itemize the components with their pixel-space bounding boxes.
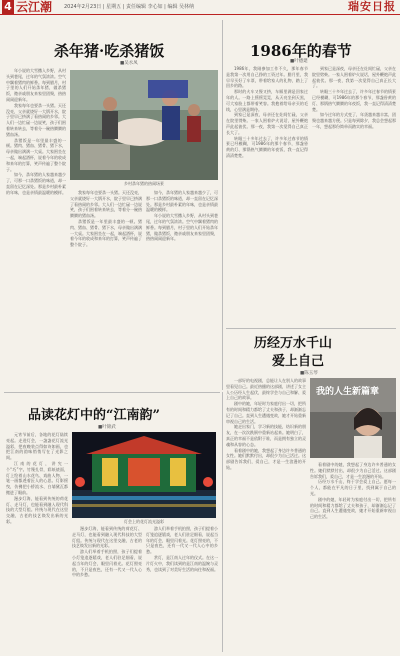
article-text-column [226, 66, 308, 328]
paragraph: 如今，杀年猪的人家越来越少了，可那一口杀猪饭的味道，却一直留在记忆深处。那是乡村最朴素的年味，也是亲情最温暖的模样。 [6, 172, 66, 195]
article-text-column [72, 526, 142, 652]
photo-caption: 灯会上的花灯流光溢彩 [124, 519, 164, 524]
column-divider [222, 392, 223, 652]
paragraph: 转眼三十多年过去了，许多年过春节的情景已经模糊，可1986年的那个春节，那盏昏黄的灯、那锅热气腾腾的年夜饭，我一直记得清清楚楚。 [226, 135, 308, 158]
paragraph: 转眼三十多年过去了，许多年过春节的情景已经模糊，可1986年的那个春节，那盏昏黄的灯、那锅热气腾腾的年夜饭，我一直记得清清楚楚。 [312, 89, 396, 112]
article-byline: ■叶德建 [290, 59, 308, 64]
paragraph: 剧中的她，年轻时为家庭付出一切，把所有的时间和精力都给了丈夫和孩子，却渐渐忘记了自己。直到人生遭遇变故，她才开始重新审视自己的生活。 [226, 401, 306, 424]
paragraph: 她走出家门，学习新的技能，结识新的朋友，在一次次跌倒中重新站起来。她明白了，真正的幸福不是依附于谁，而是拥有独立的灵魂和从容的心态。 [226, 424, 306, 447]
issue-meta: 2024年2月23日 | 星期五 | 责任编辑 李心如 | 编辑 吴林纳 [64, 4, 195, 10]
paragraph: 一部好的电视剧，总能让人在别人的故事里看见自己。最近热播的这部剧，讲述了女主人公历经人生起伏，最终学会与自己和解、爱上自己的故事。 [226, 378, 306, 401]
article-text-column [226, 378, 306, 650]
paragraph: 漫步灯海，能看到传统的荷花灯、走马灯，也能看到融入现代科技的大型灯组。传统与现代在这里交融，古老的技艺焕发出新的光彩。 [72, 526, 142, 549]
paragraph: 我家每年也要杀一头猪。天还没亮，父亲就烧好一大锅开水，院子里早已挤满了看热闹的乡邻。大人们一边忙碌一边说笑，孩子们围着转来转去，等着分一碗热腾腾的猪血汤。 [70, 190, 142, 219]
paragraph: 到家已是深夜，母亲还在灶间忙碌，父亲在院里劈柴。一家人围着炉火说话，屋外鞭炮声此起彼伏。那一夜，我第一次觉得自己真正长大了。 [226, 112, 308, 135]
article-text-column [312, 66, 396, 328]
article-title: 1986年的春节 [250, 42, 352, 60]
paragraph: 游人们举着手机拍照，孩子们提着小灯笼追逐嬉戏，老人们驻足细看，说起当年的灯会，眼里闪着光。花灯照亮的，不只是夜色，还有一代又一代人心中的乡愁。 [146, 526, 218, 555]
article-text-column [310, 462, 396, 650]
paragraph: 游人们举着手机拍照，孩子们提着小灯笼追逐嬉戏，老人们驻足细看，说起当年的灯会，眼里闪着光。花灯照亮的，不只是夜色，还有一代又一代人心中的乡愁。 [72, 549, 142, 578]
paragraph: 年小说的大雪撒入乡野，从村头到巷尾，过年的气氛浓浓。空气中飘着猪肉的鲜香。每到腊月，村子里的人们开始杀年猪，做杀猪饭，邀亲戚朋友来家里团聚，热热闹闹迎新年。 [6, 68, 66, 102]
article-byline: ■吴水凤 [120, 61, 138, 66]
article-text-column [146, 190, 218, 390]
poster-title-text: 我的人生新篇章 [316, 387, 380, 397]
article-title-line-2: 爱上自己 [272, 354, 325, 369]
paragraph: 1986年，我刚参加工作不久，那年春节是我第一次用自己挣的工资过年。腊月里，我早早买好了车票，带着给家人的礼物，踏上了回乡的路。 [226, 66, 308, 89]
paragraph: 杀猪饭是一年里最丰盛的一顿。猪肉、猪血、猪骨、猪下水，母亲做出满满一大桌。大家围坐在一起，端起酒杯，说着今年的收成和来年的打算，笑声传遍了整个院子。 [70, 218, 142, 248]
paragraph: 历经万水千山，终于学会爱上自己。愿每一个人，都能在平凡的日子里，找到属于自己的光。 [310, 479, 396, 496]
paragraph: 看着剧中的她，我想起了身边许多普通的女性。她们默默付出，却很少为自己活过。这部剧告诉我们，爱自己，才是一生浪漫的开始。 [226, 447, 306, 470]
article-title: 杀年猪·吃杀猪饭 [54, 42, 165, 60]
pig-feast-illustration [70, 70, 218, 180]
paragraph: 元宵节前后，各地的花灯陆续亮起。走进灯会，一盏盏花灯流光溢彩，把夜晚装点得如诗如画，也把江南的韵味悄悄写在了光影之间。 [6, 432, 68, 461]
paragraph: 江南的花灯，讲究一个“巧”字。竹篾扎骨，彩纸裱面，灯上绘着山水花鸟、戏曲人物，一笔一画都透着匠人的心思。灯影摇曳，仿佛把小桥流水、白墙黛瓦都搬进了眼前。 [6, 460, 68, 495]
article-text-column [6, 432, 68, 652]
paragraph: 那时的火车又慢又挤，车厢里满是回家过年的人。一路上摇摇晃晃，从天亮坐到天黑，可大家脸上都带着笑容。我抱着给母亲买的毛线，心里满是期待。 [226, 89, 308, 112]
article-byline: ■陈玉琴 [300, 371, 318, 376]
article-title: 品读花灯中的“江南韵” [28, 408, 160, 423]
drama-poster [310, 378, 396, 458]
page-number: 4 [2, 0, 14, 14]
section-title: 云江潮 [16, 0, 53, 14]
newspaper-brand: 瑞安日报 [348, 0, 396, 13]
article-text-column [146, 526, 218, 652]
article-text-column [6, 68, 66, 390]
paragraph: 如今过年的方式变了，年货越来越丰富，团聚也越来越方便。只是每到除夕，我总会想起那一年，想起那份简单而踏实的幸福。 [312, 112, 396, 129]
paragraph: 年小说的大雪撒入乡野，从村头到巷尾，过年的气氛浓浓。空气中飘着猪肉的鲜香。每到腊月，村子里的人们开始杀年猪，做杀猪饭，邀亲戚朋友来家里团聚，热热闹闹迎新年。 [146, 213, 218, 242]
page-header [0, 0, 400, 15]
pig-feast-photo [70, 70, 218, 180]
paragraph: 到家已是深夜，母亲还在灶间忙碌，父亲在院里劈柴。一家人围着炉火说话，屋外鞭炮声此起彼伏。那一夜，我第一次觉得自己真正长大了。 [312, 66, 396, 89]
column-divider [222, 20, 223, 390]
photo-caption: 乡村杀年猪的热闹场景 [124, 181, 164, 186]
paragraph: 漫步灯海，能看到传统的荷花灯、走马灯，也能看到融入现代科技的大型灯组。传统与现代在这里交融，古老的技艺焕发出新的光彩。 [6, 495, 68, 524]
lantern-illustration [72, 432, 216, 518]
lantern-photo [72, 432, 216, 518]
article-title-line-1: 历经万水千山 [254, 336, 333, 351]
paragraph: 杀猪饭是一年里最丰盛的一顿。猪肉、猪血、猪骨、猪下水，母亲做出满满一大桌。大家围坐在一起，端起酒杯，说着今年的收成和来年的打算，笑声传遍了整个院子。 [6, 137, 66, 172]
paragraph: 我家每年也要杀一头猪。天还没亮，父亲就烧好一大锅开水，院子里早已挤满了看热闹的乡邻。大人们一边忙碌一边说笑，孩子们围着转来转去，等着分一碗热腾腾的猪血汤。 [6, 102, 66, 137]
paragraph: 如今，杀年猪的人家越来越少了，可那一口杀猪饭的味道，却一直留在记忆深处。那是乡村最朴素的年味，也是亲情最温暖的模样。 [146, 190, 218, 213]
paragraph: 看着剧中的她，我想起了身边许多普通的女性。她们默默付出，却很少为自己活过。这部剧告诉我们，爱自己，才是一生浪漫的开始。 [310, 462, 396, 479]
article-byline: ■叶锦武 [98, 425, 116, 430]
article-text-column [70, 190, 142, 390]
paragraph: 赏灯，是江南人过年的仪式。在这一片灯火中，我们读到的是江南的温婉与灵秀，也读到了对美好生活的向往和祝福。 [146, 554, 218, 572]
section-divider [4, 392, 220, 393]
section-divider [226, 328, 396, 329]
paragraph: 剧中的她，年轻时为家庭付出一切，把所有的时间和精力都给了丈夫和孩子，却渐渐忘记了自己。直到人生遭遇变故，她才开始重新审视自己的生活。 [310, 496, 396, 520]
